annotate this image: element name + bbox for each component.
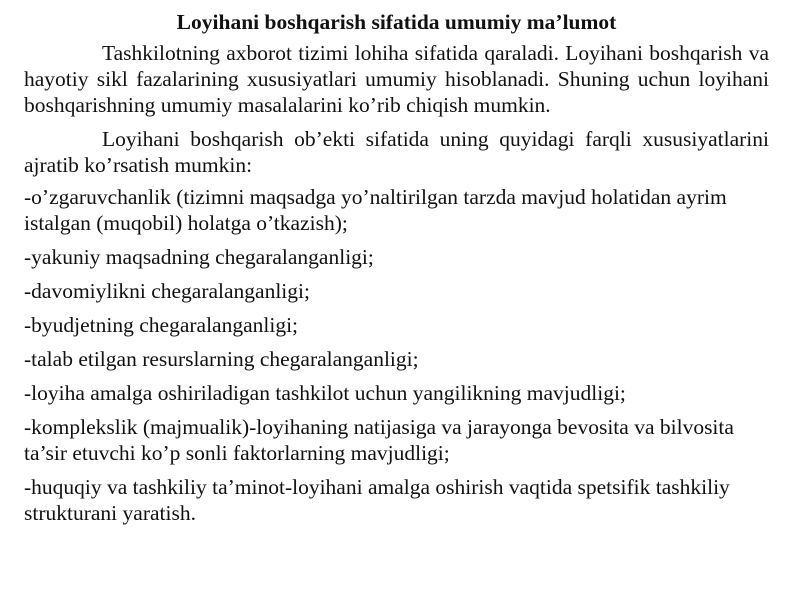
features-list xyxy=(24,184,769,526)
list-item: -huquqiy va tashkiliy ta’minot-loyihani amalga oshirish vaqtida spetsifik tashkiliy strukturani yaratish. xyxy=(24,475,730,525)
list-item: -loyiha amalga oshiriladigan tashkilot uchun yangilikning mavjudligi; xyxy=(24,381,626,405)
list-item: -yakuniy maqsadning chegaralanganligi; xyxy=(24,245,374,269)
list-item: -komplekslik (majmualik)-loyihaning natijasiga va jarayonga bevosita va bilvosita ta’sir etuvchi ko’p sonli faktorlarning mavjudligi; xyxy=(24,415,734,465)
list-item: -o’zgaruvchanlik (tizimni maqsadga yo’naltirilgan tarzda mavjud holatidan ayrim istalgan (muqobil) holatga o’tkazish); xyxy=(24,185,727,235)
features-intro-paragraph: Loyihani boshqarish ob’ekti sifatida uning quyidagi farqli xususiyatlarini ajratib ko’rsatish mumkin: xyxy=(24,127,769,177)
intro-paragraph: Tashkilotning axborot tizimi lohiha sifatida qaraladi. Loyihani boshqarish va hayotiy sikl fazalarining xususiyatlari umumiy hisoblanadi. Shuning uchun loyihani boshqarishning umumiy masalalarini ko’rib chiqish mumkin. xyxy=(24,41,769,117)
list-item: -talab etilgan resurslarning chegaralanganligi; xyxy=(24,347,419,371)
list-item: -davomiylikni chegaralanganligi; xyxy=(24,279,310,303)
document-title: Loyihani boshqarish sifatida umumiy ma’lumot xyxy=(176,10,617,34)
list-item: -byudjetning chegaralanganligi; xyxy=(24,313,299,337)
